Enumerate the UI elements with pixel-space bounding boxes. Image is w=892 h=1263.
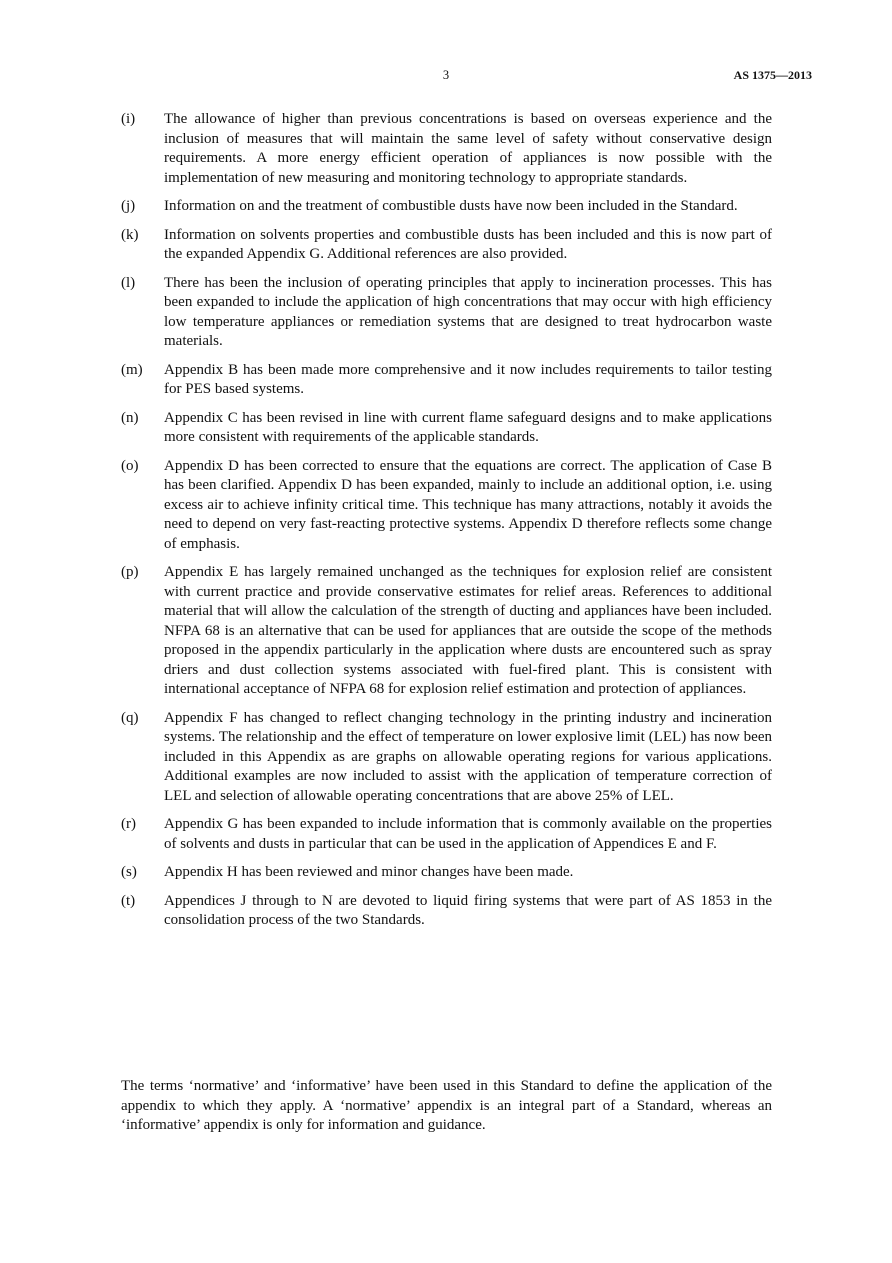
- list-item-text: The allowance of higher than previous concentrations is based on overseas experience and the inclusion of measures that will maintain the same level of safety without conservative design requirements. A more energy efficient operation of appliances is now possible with the implementation of new measuring and monitoring technology to appropriate standards.: [164, 111, 772, 186]
- list-item-marker: (n): [121, 409, 139, 426]
- list-item: [121, 892, 772, 931]
- list-item-marker: (t): [121, 892, 136, 909]
- list-item-text: Appendix D has been corrected to ensure that the equations are correct. The application of Case B has been clarified. Appendix D has been expanded, mainly to include an additional option, i.e. using excess air to achieve infinity critical time. This technique has many attractions, notably it avoids the need to depend on very fast-reacting protective systems. Appendix D therefore reflects some change of emphasis.: [164, 457, 772, 552]
- list-item-text: There has been the inclusion of operating principles that apply to incineration processes. This has been expanded to include the application of high concentrations that may occur with high efficiency low temperature appliances or remediation systems that are designed to treat hydrocarbon waste materials.: [164, 274, 772, 349]
- list-item-text: Appendices J through to N are devoted to liquid firing systems that were part of AS 1853 in the consolidation process of the two Standards.: [164, 892, 772, 928]
- list-item-text: Appendix B has been made more comprehensive and it now includes requirements to tailor testing for PES based systems.: [164, 361, 772, 397]
- list-item-text: Appendix E has largely remained unchanged as the techniques for explosion relief are consistent with current practice and provide conservative estimates for relief areas. References to additional material that will allow the calculation of the strength of ducting and appliances have been included. NFPA 68 is an alternative that can be used for appliances that are outside the scope of the methods proposed in the appendix particularly in the application where dusts are encountered such as spray driers and dust collection systems associated with fuel-fired plant. This is consistent with international acceptance of NFPA 68 for explosion relief estimation and protection of appliances.: [164, 564, 772, 697]
- list-item-marker: (p): [121, 564, 139, 580]
- list-item-marker: (q): [121, 709, 139, 726]
- list-item: [121, 274, 772, 352]
- list-item-text: Information on and the treatment of combustible dusts have now been included in the Standard.: [164, 198, 738, 214]
- list-item: [121, 709, 772, 807]
- list-item: [121, 110, 772, 188]
- list-item-marker: (s): [121, 864, 137, 880]
- list-item: [121, 197, 772, 217]
- list-item-marker: (l): [121, 274, 136, 291]
- list-item-text: Appendix F has changed to reflect changing technology in the printing industry and incineration systems. The relationship and the effect of temperature on lower explosive limit (LEL) has now been included in this Appendix as are graphs on allowable operating regions for various applications. Additional examples are now included to assist with the application of temperature correction of LEL and selection of allowable operating concentrations that are above 25% of LEL.: [164, 709, 772, 804]
- list-item-text: Information on solvents properties and combustible dusts has been included and this is now part of the expanded Appendix G. Additional references are also provided.: [164, 226, 772, 262]
- page-number: 3: [442, 68, 450, 82]
- list-item-text: Appendix H has been reviewed and minor changes have been made.: [164, 864, 574, 880]
- list-item-marker: (k): [121, 226, 139, 243]
- list-item: [121, 563, 772, 700]
- amendment-list: [121, 110, 772, 940]
- list-item: [121, 226, 772, 265]
- list-item: [121, 815, 772, 854]
- list-item: [121, 863, 772, 883]
- list-item-marker: (j): [121, 198, 136, 214]
- closing-paragraph: The terms ‘normative’ and ‘informative’ have been used in this Standard to define the application of the appendix to which they apply. A ‘normative’ appendix is an integral part of a Standard, whereas an ‘informative’ appendix is only for information and guidance.: [121, 1078, 772, 1133]
- list-item: [121, 409, 772, 448]
- list-item: [121, 457, 772, 555]
- list-item: [121, 361, 772, 400]
- list-item-marker: (r): [121, 816, 136, 832]
- list-item-text: Appendix G has been expanded to include information that is commonly available on the properties of solvents and dusts in particular that can be used in the application of Appendices E and F.: [164, 816, 772, 852]
- list-item-text: Appendix C has been revised in line with current flame safeguard designs and to make applications more consistent with requirements of the applicable standards.: [164, 409, 772, 445]
- list-item-marker: (o): [121, 457, 139, 474]
- list-item-marker: (i): [121, 111, 136, 127]
- document-code: AS 1375—2013: [733, 68, 812, 82]
- list-item-marker: (m): [121, 361, 143, 378]
